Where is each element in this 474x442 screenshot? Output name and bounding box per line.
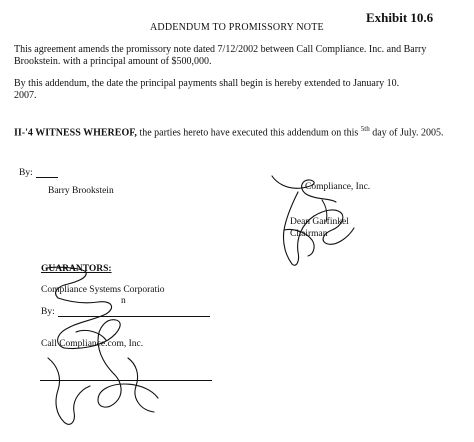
- guarantor-corp-name-line-1: Compliance Systems Corporatio: [41, 285, 165, 295]
- by-label-guarantor: By:: [41, 307, 55, 317]
- witness-day: 5th: [360, 125, 370, 133]
- paragraph-extension: [14, 78, 399, 102]
- paragraph-extension-line-1: By this addendum, the date the principal payments shall begin is hereby extended to January 10.: [14, 78, 400, 89]
- paragraph-amendment-line-2: Brookstein. with a principal amount of $500,000.: [14, 56, 212, 67]
- witness-text: the parties hereto have executed this addendum on this: [139, 127, 359, 139]
- document-title: ADDENDUM TO PROMISSORY NOTE: [150, 22, 324, 33]
- paragraph-amendment-line-1: This agreement amends the promissory note dated 7/12/2002 between Call Compliance. Inc. and Barry: [14, 44, 427, 55]
- guarantor-signature: [28, 262, 218, 442]
- paragraph-extension-line-2: 2007.: [14, 90, 37, 101]
- witness-clause: [14, 123, 444, 139]
- exhibit-label: Exhibit 10.6: [366, 10, 434, 25]
- signature-line-brookstein: [36, 177, 58, 178]
- witness-lead: II-'4 WITNESS WHEREOF,: [14, 127, 137, 139]
- brookstein-name: Barry Brookstein: [48, 186, 114, 196]
- company-name: Compliance, Inc.: [305, 182, 371, 192]
- officer-signature: [262, 172, 372, 277]
- officer-title: Chairman: [290, 229, 328, 239]
- guarantor-corp-name-line-2: n: [121, 296, 126, 306]
- by-label-brookstein: By:: [19, 168, 33, 178]
- officer-name: Dean Garfinkel: [290, 217, 349, 227]
- paragraph-amendment: [14, 44, 426, 68]
- guarantor-second-name: Call Compliance.com, Inc.: [41, 339, 144, 349]
- witness-tail: day of July. 2005.: [372, 127, 444, 139]
- guarantors-heading: GUARANTORS:: [41, 264, 112, 274]
